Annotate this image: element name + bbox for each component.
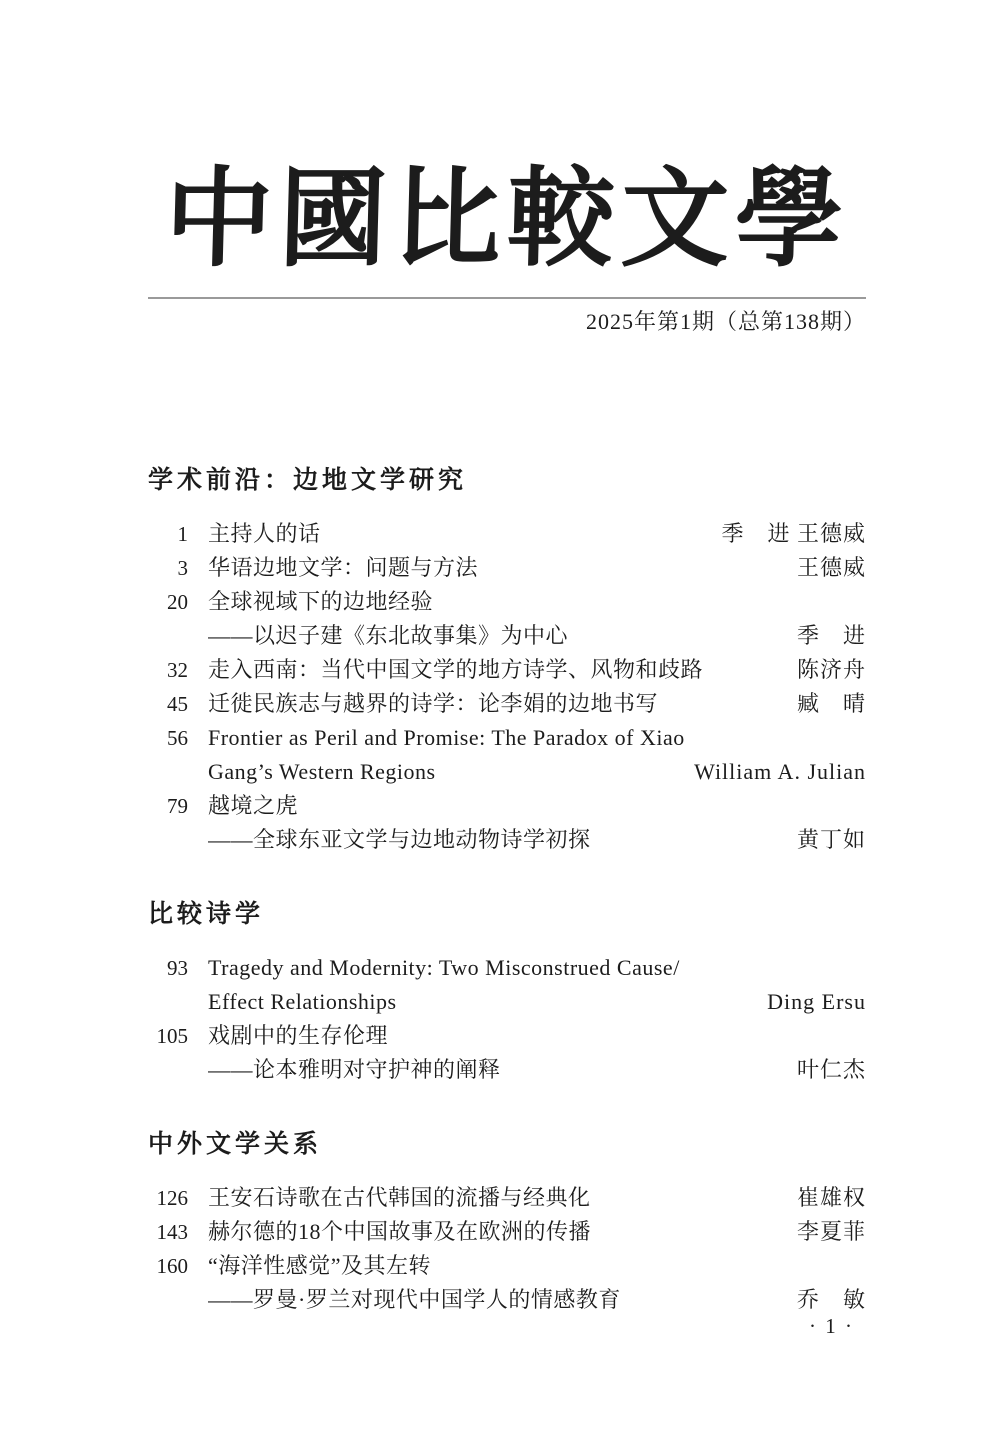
- page-num: 20: [167, 590, 188, 614]
- page-num: 126: [156, 1186, 188, 1210]
- toc-row-continuation: [148, 755, 866, 789]
- article-title: 全球视域下的边地经验: [208, 589, 434, 614]
- toc-row: [148, 789, 866, 823]
- article-title: 迁徙民族志与越界的诗学：论李娟的边地书写: [208, 691, 659, 716]
- page-num: 93: [167, 956, 188, 980]
- page-num: 143: [156, 1220, 188, 1244]
- table-of-contents: [148, 465, 866, 1317]
- article-author: Ding Ersu: [767, 989, 866, 1014]
- article-title: Gang’s Western Regions: [208, 759, 436, 784]
- page-num: 79: [167, 794, 188, 818]
- article-subtitle: ——罗曼·罗兰对现代中国学人的情感教育: [208, 1287, 621, 1312]
- page-content: [148, 0, 866, 1317]
- article-title: 走入西南：当代中国文学的地方诗学、风物和歧路: [208, 657, 704, 682]
- section-frontier-literature: [148, 465, 866, 857]
- article-title: Tragedy and Modernity: Two Misconstrued Cause/: [208, 955, 680, 980]
- article-title: 王安石诗歌在古代韩国的流播与经典化: [208, 1185, 591, 1210]
- article-subtitle: ——全球东亚文学与边地动物诗学初探: [208, 827, 591, 852]
- page-num: 3: [177, 556, 188, 580]
- page-num: 56: [167, 726, 188, 750]
- toc-row-subtitle: [148, 619, 866, 653]
- section-comparative-poetics: [148, 899, 866, 1087]
- page-num: 1: [177, 522, 188, 546]
- toc-row-subtitle: [148, 1053, 866, 1087]
- toc-row-subtitle: [148, 823, 866, 857]
- toc-row: [148, 551, 866, 585]
- article-title: Effect Relationships: [208, 989, 397, 1014]
- article-title: 主持人的话: [208, 521, 321, 546]
- article-author: 臧 晴: [796, 691, 866, 716]
- section-header: 学术前沿：边地文学研究: [148, 467, 468, 494]
- article-author: 叶仁杰: [796, 1057, 866, 1082]
- toc-row-continuation: [148, 985, 866, 1019]
- page-num: 32: [167, 658, 188, 682]
- toc-row: [148, 687, 866, 721]
- article-title: 华语边地文学：问题与方法: [208, 555, 479, 580]
- toc-row: [148, 585, 866, 619]
- article-title: Frontier as Peril and Promise: The Paradox of Xiao: [208, 725, 685, 750]
- toc-row: [148, 1019, 866, 1053]
- article-author: 黄丁如: [796, 827, 866, 852]
- toc-row-subtitle: [148, 1283, 866, 1317]
- article-title: 赫尔德的18个中国故事及在欧洲的传播: [208, 1219, 592, 1244]
- article-title: 戏剧中的生存伦理: [208, 1023, 389, 1048]
- section-sino-foreign-relations: [148, 1129, 866, 1317]
- issue-line: 2025年第1期（总第138期）: [585, 309, 866, 334]
- journal-title: 中國比較文學: [163, 161, 851, 280]
- article-author: 崔雄权: [796, 1185, 866, 1210]
- toc-row: [148, 1249, 866, 1283]
- toc-row: [148, 653, 866, 687]
- article-subtitle: ——以迟子建《东北故事集》为中心: [208, 623, 569, 648]
- toc-row: [148, 951, 866, 985]
- section-header: 中外文学关系: [148, 1131, 323, 1158]
- toc-row: [148, 1181, 866, 1215]
- article-author: 陈济舟: [796, 657, 866, 682]
- toc-row: [148, 721, 866, 755]
- article-subtitle: ——论本雅明对守护神的阐释: [208, 1057, 501, 1082]
- masthead-divider: [148, 297, 866, 299]
- toc-row: [148, 517, 866, 551]
- page-num: 160: [156, 1254, 188, 1278]
- page-num: 105: [156, 1024, 188, 1048]
- toc-row: [148, 1215, 866, 1249]
- article-author: William A. Julian: [694, 759, 866, 784]
- page-num: 45: [167, 692, 188, 716]
- article-author: 乔 敏: [796, 1287, 866, 1312]
- article-author: 季 进 王德威: [721, 521, 866, 546]
- article-author: 季 进: [796, 623, 866, 648]
- section-header: 比较诗学: [148, 901, 265, 928]
- article-title: 越境之虎: [208, 793, 299, 818]
- article-author: 王德威: [796, 555, 866, 580]
- page-number: · 1 ·: [809, 1314, 854, 1338]
- article-author: 李夏菲: [796, 1219, 866, 1244]
- article-title: “海洋性感觉”及其左转: [208, 1253, 432, 1278]
